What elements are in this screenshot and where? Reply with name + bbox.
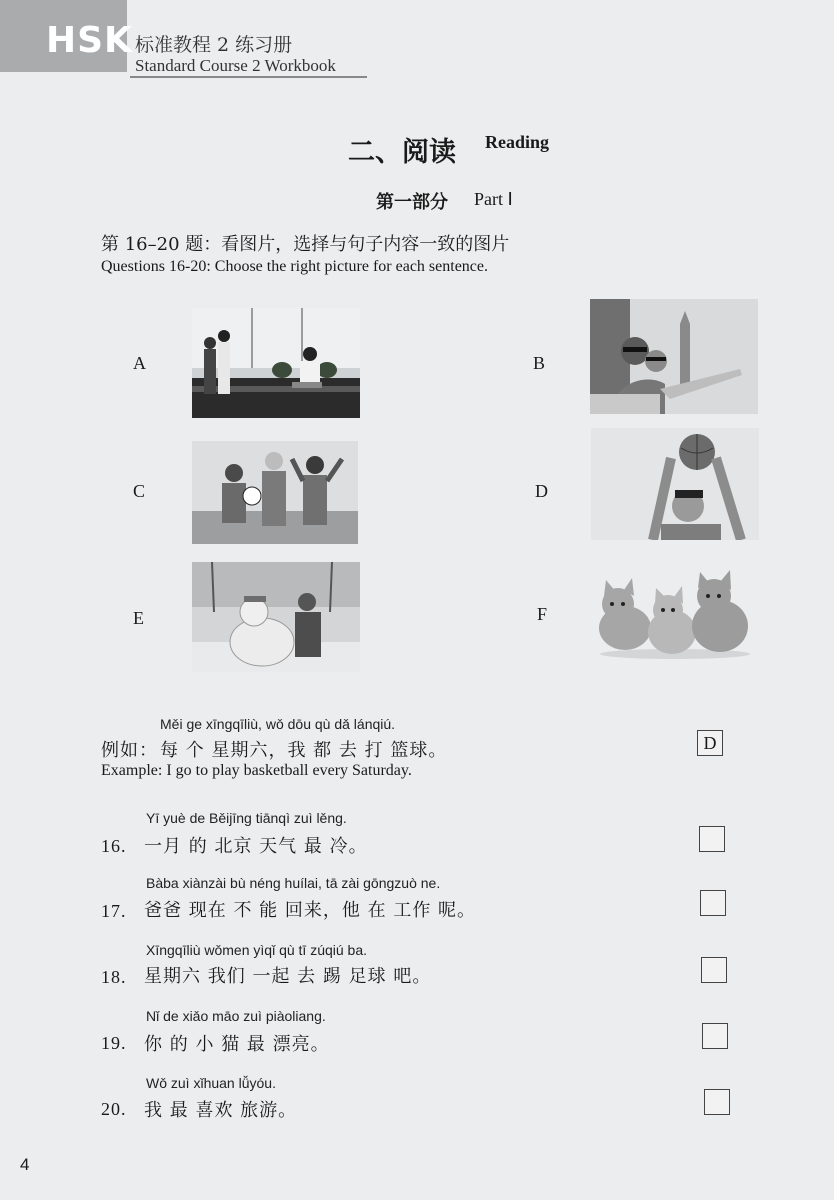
- example-pinyin: Měi ge xīngqīliù, wǒ dōu qù dǎ lánqiú.: [160, 716, 396, 732]
- instruction-en: Questions 16-20: Choose the right picture for each sentence.: [101, 258, 488, 275]
- header-title-en: Standard Course 2 Workbook: [135, 56, 336, 75]
- question-16-pinyin: Yī yuè de Běijīng tiānqì zuì lěng.: [146, 810, 347, 826]
- question-18-answer-box[interactable]: [701, 957, 727, 983]
- header-title-cn: 标准教程 2 练习册: [135, 34, 293, 56]
- question-17-sentence: 爸爸 现在 不 能 回来，他 在 工作 呢。: [144, 900, 477, 921]
- question-20-sentence: 我 最 喜欢 旅游。: [144, 1100, 298, 1121]
- picture-letter-e: E: [133, 608, 144, 628]
- picture-letter-b: B: [533, 353, 546, 373]
- snowman-photo: [192, 562, 360, 672]
- part-title-cn: 第一部分: [376, 192, 448, 213]
- question-17-pinyin: Bàba xiànzài bù néng huílai, tā zài gōngzuò ne.: [146, 875, 441, 891]
- question-18-sentence: 星期六 我们 一起 去 踢 足球 吧。: [144, 966, 432, 987]
- kittens-photo: [590, 566, 760, 662]
- header-divider: [130, 76, 367, 78]
- office-meeting-photo: [192, 308, 360, 418]
- section-title-en: Reading: [485, 132, 550, 152]
- boys-football-photo: [192, 441, 358, 544]
- picture-letter-c: C: [133, 481, 146, 501]
- question-18-pinyin: Xīngqīliù wǒmen yìqǐ qù tī zúqiú ba.: [146, 942, 368, 958]
- couple-sightseeing-photo: [590, 299, 758, 414]
- question-20-answer-box[interactable]: [704, 1089, 730, 1115]
- question-20-pinyin: Wǒ zuì xǐhuan lǚyóu.: [146, 1075, 276, 1091]
- question-19-pinyin: Nǐ de xiǎo māo zuì piàoliang.: [146, 1008, 326, 1024]
- question-19-sentence: 你 的 小 猫 最 漂亮。: [144, 1034, 330, 1055]
- instruction-cn: 第 16–20 题：看图片，选择与句子内容一致的图片: [101, 234, 510, 255]
- example-translation: Example: I go to play basketball every Saturday.: [101, 762, 412, 779]
- question-18-number: 18.: [101, 967, 127, 987]
- hsk-logo: HSK: [46, 20, 133, 61]
- page-number: 4: [20, 1155, 30, 1174]
- question-16-number: 16.: [101, 836, 127, 856]
- question-17-number: 17.: [101, 901, 127, 921]
- picture-letter-d: D: [535, 481, 548, 501]
- example-answer-box: D: [697, 730, 723, 756]
- question-19-answer-box[interactable]: [702, 1023, 728, 1049]
- question-16-sentence: 一月 的 北京 天气 最 冷。: [144, 836, 368, 857]
- part-title-en: Part Ⅰ: [474, 189, 513, 209]
- man-basketball-photo: [591, 428, 759, 540]
- question-19-number: 19.: [101, 1033, 127, 1053]
- picture-letter-f: F: [537, 604, 548, 624]
- question-17-answer-box[interactable]: [700, 890, 726, 916]
- example-sentence: 每 个 星期六，我 都 去 打 篮球。: [160, 740, 448, 761]
- picture-letter-a: A: [133, 353, 146, 373]
- section-title-cn: 二、阅读: [348, 137, 456, 168]
- example-label: 例如：: [101, 740, 158, 761]
- question-20-number: 20.: [101, 1099, 127, 1119]
- question-16-answer-box[interactable]: [699, 826, 725, 852]
